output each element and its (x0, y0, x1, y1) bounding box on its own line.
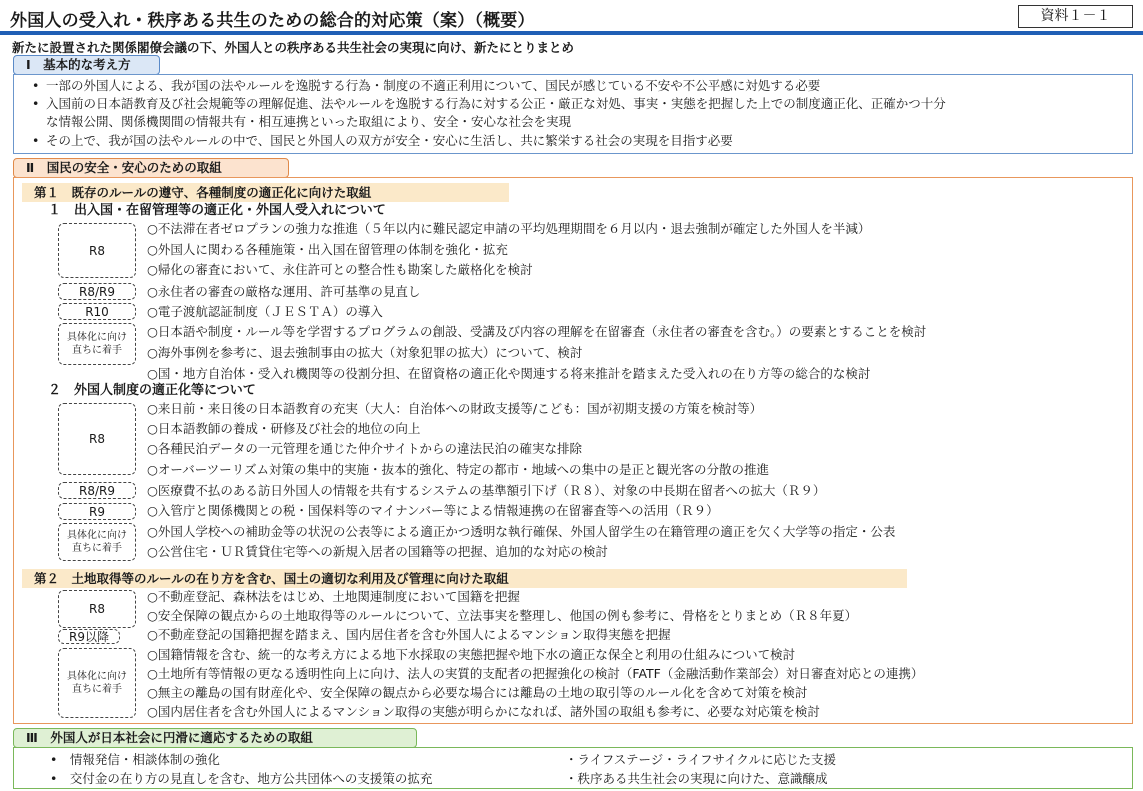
timeline-tag: R9以降 (58, 629, 120, 644)
section-1-label: Ⅰ 基本的な考え方 (13, 55, 160, 75)
part-2-heading: 第２ 土地取得等のルールの在り方を含む、国土の適切な利用及び管理に向けた取組 (22, 569, 907, 588)
section-3-bullet: • 情報発信・相談体制の強化 (50, 752, 220, 767)
policy-item: ○海外事例を参考に、退去強制事由の拡大（対象犯罪の拡大）について、検討 (147, 345, 583, 360)
policy-item: ○オーバーツーリズム対策の集中的実施・抜本的強化、特定の都市・地域への集中の是正と観光客の分散の推進 (147, 462, 770, 477)
policy-item: ○不動産登記、森林法をはじめ、土地関連制度において国籍を把握 (147, 589, 520, 604)
section-1-bullet: • 一部の外国人による、我が国の法やルールを逸脱する行為・制度の不適正利用について、国民が感じている不安や不公平感に対処する必要 (32, 78, 821, 93)
timeline-tag: 具体化に向け 直ちに着手 (58, 523, 136, 561)
policy-item: ○入管庁と関係機関との税・国保料等のマイナンバー等による情報連携の在留審査等への活用（Ｒ９） (147, 503, 719, 518)
policy-item: ○公営住宅・ＵＲ賃貸住宅等への新規入居者の国籍等の把握、追加的な対応の検討 (147, 544, 608, 559)
policy-item: ○永住者の審査の厳格な運用、許可基準の見直し (147, 284, 421, 299)
timeline-tag: R9 (58, 503, 136, 520)
timeline-tag: R8 (58, 590, 136, 628)
subsection-2-heading: ２ 外国人制度の適正化等について (48, 383, 256, 398)
lead-text: 新たに設置された関係閣僚会議の下、外国人との秩序ある共生社会の実現に向け、新たにとりまとめ (12, 40, 575, 55)
timeline-tag: 具体化に向け 直ちに着手 (58, 323, 136, 365)
section-1-bullet-continuation: な情報公開、関係機関間の情報共有・相互連携といった取組により、安全・安心な社会を実現 (46, 114, 572, 129)
section-3-bullet: ・ライフステージ・ライフサイクルに応じた支援 (565, 752, 837, 767)
section-3-label: Ⅲ 外国人が日本社会に円滑に適応するための取組 (13, 728, 417, 748)
policy-item: ○国・地方自治体・受入れ機関等の役割分担、在留資格の適正化や関連する将来推計を踏まえた受入れの在り方等の総合的な検討 (147, 366, 871, 381)
policy-item: ○不法滞在者ゼロプランの強力な推進（５年以内に難民認定申請の平均処理期間を６月以内・退去強制が確定した外国人を半減） (147, 221, 871, 236)
policy-item: ○各種民泊データの一元管理を通じた仲介サイトからの違法民泊の確実な排除 (147, 441, 583, 456)
policy-item: ○外国人に関わる各種施策・出入国在留管理の体制を強化・拡充 (147, 242, 508, 257)
policy-item: ○安全保障の観点からの土地取得等のルールについて、立法事実を整理し、他国の例も参考に、骨格をとりまとめ（Ｒ８年夏） (147, 608, 858, 623)
timeline-tag: 具体化に向け 直ちに着手 (58, 648, 136, 718)
policy-item: ○外国人学校への補助金等の状況の公表等による適正かつ透明な執行確保、外国人留学生の在籍管理の適正を欠く大学等の指定・公表 (147, 524, 896, 539)
page-title: 外国人の受入れ・秩序ある共生のための総合的対応策（案）（概要） (10, 11, 535, 31)
policy-item: ○国籍情報を含む、統一的な考え方による地下水採取の実態把握や地下水の適正な保全と利用の仕組みについて検討 (147, 647, 796, 662)
timeline-tag: R8 (58, 403, 136, 475)
section-3-bullet: ・秩序ある共生社会の実現に向けた、意識醸成 (565, 771, 828, 786)
policy-item: ○日本語教師の養成・研修及び社会的地位の向上 (147, 421, 421, 436)
policy-item: ○土地所有等情報の更なる透明性向上に向け、法人の実質的支配者の把握強化の検討（FATF（金融活動作業部会）対日審査対応との連携） (147, 666, 924, 681)
policy-item: ○不動産登記の国籍把握を踏まえ、国内居住者を含む外国人によるマンション取得実態を把握 (147, 627, 671, 642)
part-1-heading: 第１ 既存のルールの遵守、各種制度の適正化に向けた取組 (22, 183, 509, 202)
policy-item: ○来日前・来日後の日本語教育の充実（大人：自治体への財政支援等/こども：国が初期支援の方策を検討等） (147, 401, 763, 416)
section-2-label: Ⅱ 国民の安全・安心のための取組 (13, 158, 289, 178)
timeline-tag: R8/R9 (58, 283, 136, 300)
section-1-bullet: • その上で、我が国の法やルールの中で、国民と外国人の双方が安全・安心に生活し、共に繁栄する社会の実現を目指す必要 (32, 133, 733, 148)
policy-item: ○帰化の審査において、永住許可との整合性も勘案した厳格化を検討 (147, 262, 533, 277)
timeline-tag: R8 (58, 223, 136, 278)
header (0, 0, 1143, 33)
subsection-1-heading: １ 出入国・在留管理等の適正化・外国人受入れについて (48, 203, 386, 218)
timeline-tag: R10 (58, 303, 136, 320)
policy-item: ○国内居住者を含む外国人によるマンション取得の実態が明らかになれば、諸外国の取組も参考に、必要な対応策を検討 (147, 704, 820, 719)
document-reference-box: 資料１－１ (1018, 5, 1133, 28)
section-3-bullet: • 交付金の在り方の見直しを含む、地方公共団体への支援策の拡充 (50, 771, 433, 786)
policy-item: ○無主の離島の国有財産化や、安全保障の観点から必要な場合には離島の土地の取引等のルール化を含めて対策を検討 (147, 685, 808, 700)
title-underline (0, 31, 1143, 35)
policy-item: ○電子渡航認証制度（ＪＥＳＴＡ）の導入 (147, 304, 383, 319)
section-1-bullet: • 入国前の日本語教育及び社会規範等の理解促進、法やルールを逸脱する行為に対する公正・厳正な対処、事実・実態を把握した上での制度適正化、正確かつ十分 (32, 96, 946, 111)
timeline-tag: R8/R9 (58, 482, 136, 499)
policy-item: ○日本語や制度・ルール等を学習するプログラムの創設、受講及び内容の理解を在留審査（永住者の審査を含む。）の要素とすることを検討 (147, 324, 927, 339)
policy-item: ○医療費不払のある訪日外国人の情報を共有するシステムの基準額引下げ（Ｒ８）、対象の中長期在留者への拡大（Ｒ９） (147, 483, 826, 498)
